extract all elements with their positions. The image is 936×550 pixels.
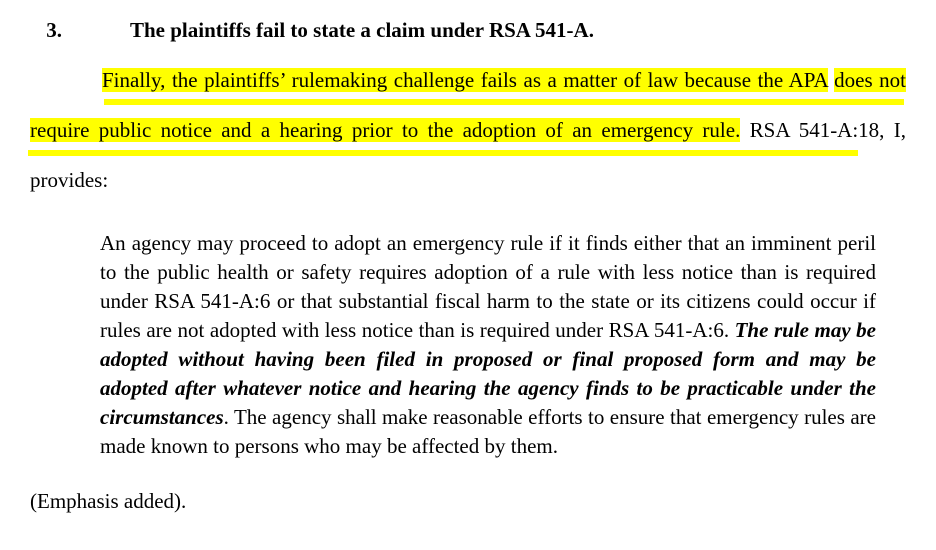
- highlighted-text-1: Finally, the plaintiffs’ rulemaking challenge fails as a matter of law because the APA: [102, 68, 828, 92]
- highlight-underline-bar-1: [104, 99, 904, 105]
- highlight-underline-bar-2: [28, 150, 858, 156]
- emphasis-added-note: (Emphasis added).: [30, 489, 187, 513]
- paragraph-line-3: 541-A:18, I, provides:: [30, 118, 906, 192]
- section-number: 3.: [46, 18, 62, 42]
- blockquote-text-before-italic: An agency may proceed to adopt an emergency rule if it finds either that an imminent peril to the public health or safety requires adoption of a rule with less notice than is required under RSA 541-A:6 or that substantial fiscal harm to the state or its citizens could occur if rules are not adopted with less notice than is required under RSA 541-A:6.: [100, 231, 876, 342]
- paragraph-rulemaking-challenge: [30, 55, 906, 205]
- statute-blockquote: [100, 229, 876, 461]
- blockquote-text-after-italic: . The agency shall make reasonable efforts to ensure that emergency rules are made known to persons who may be affected by them.: [100, 405, 876, 458]
- paragraph-tail: RSA: [740, 118, 790, 142]
- highlighted-text-2: does not require public notice and a hearing prior to the adoption of an emergency rule.: [30, 68, 907, 142]
- section-heading: [0, 0, 936, 43]
- blockquote-emphasized-text: The rule may be adopted without having been filed in proposed or final proposed form and may be adopted after whatever notice and hearing the agency finds to be practicable under the circumstances: [100, 318, 876, 429]
- section-title: The plaintiffs fail to state a claim under RSA 541-A.: [130, 18, 594, 42]
